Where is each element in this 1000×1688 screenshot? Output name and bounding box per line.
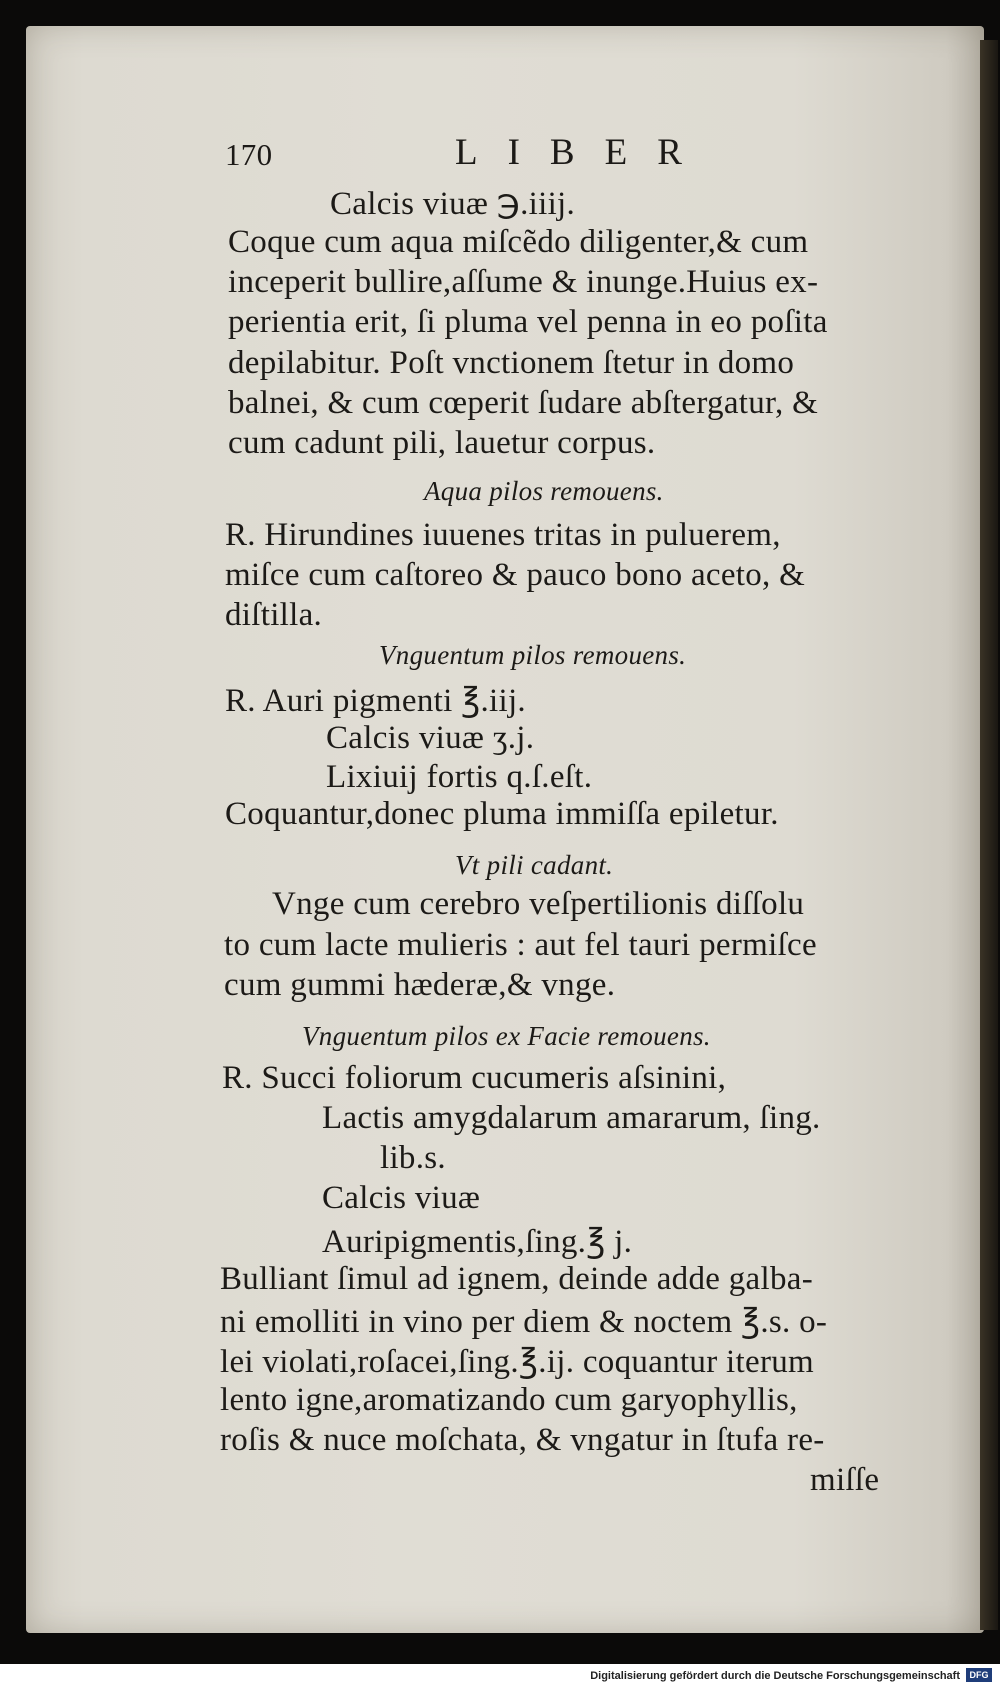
section-heading: Vt pili cadant. (455, 850, 614, 880)
text-line: Coque cum aqua miſcẽdo diligenter,& cum (228, 224, 809, 260)
text-line: to cum lacte mulieris : aut fel tauri permiſce (224, 927, 817, 963)
text-line: lib.s. (380, 1140, 446, 1176)
text-line: Calcis viuæ ℈.iiij. (330, 186, 576, 222)
text-line: balnei, & cum cœperit ſudare abſtergatur, & (228, 385, 819, 421)
footer-credit: Digitalisierung gefördert durch die Deutsche Forschungsgemeinschaft (590, 1670, 960, 1682)
running-title: LIBER (455, 132, 712, 173)
text-line: Coquantur,donec pluma immiſſa epiletur. (225, 796, 779, 832)
page-edge (980, 40, 998, 1630)
text-line: cum cadunt pili, lauetur corpus. (228, 425, 656, 461)
section-heading: Vnguentum pilos ex Facie remouens. (302, 1021, 711, 1051)
section-heading: Vnguentum pilos remouens. (379, 640, 687, 670)
text-line: Lixiuij fortis q.ſ.eſt. (326, 759, 593, 795)
text-line: miſce cum caſtoreo & pauco bono aceto, & (225, 557, 806, 593)
text-line: Vnge cum cerebro veſpertilionis diſſolu (272, 886, 805, 922)
text-line: miſſe (810, 1462, 880, 1498)
text-line: Calcis viuæ ʒ.j. (326, 720, 535, 756)
text-line: Lactis amygdalarum amararum, ſing. (322, 1100, 821, 1136)
text-line: R. Succi foliorum cucumeris aſsinini, (222, 1060, 727, 1096)
text-line: diſtilla. (225, 597, 323, 633)
text-line: lento igne,aromatizando cum garyophyllis, (220, 1382, 798, 1418)
digitization-footer (0, 1664, 1000, 1688)
dfg-logo-icon: DFG (966, 1668, 992, 1682)
page-number: 170 (225, 137, 273, 172)
text-line: inceperit bullire,aſſume & inunge.Huius ex- (228, 264, 819, 300)
text-line: Calcis viuæ (322, 1180, 481, 1216)
text-line: R. Hirundines iuuenes tritas in puluerem, (225, 517, 781, 553)
text-line: lei violati,roſacei,ſing.℥.ij. coquantur iterum (220, 1344, 815, 1380)
text-line: Bulliant ſimul ad ignem, deinde adde galba- (220, 1261, 813, 1297)
text-line: perientia erit, ſi pluma vel penna in eo poſita (228, 304, 828, 340)
text-line: ni emolliti in vino per diem & noctem ℥.s. o- (220, 1304, 828, 1340)
text-line: cum gummi hæderæ,& vnge. (224, 967, 616, 1003)
text-line: Auripigmentis,ſing.℥ j. (322, 1224, 633, 1260)
section-heading: Aqua pilos remouens. (424, 476, 664, 506)
text-line: roſis & nuce moſchata, & vngatur in ſtufa re- (220, 1422, 825, 1458)
text-line: depilabitur. Poſt vnctionem ſtetur in domo (228, 345, 795, 381)
text-line: R. Auri pigmenti ℥.iij. (225, 683, 526, 719)
